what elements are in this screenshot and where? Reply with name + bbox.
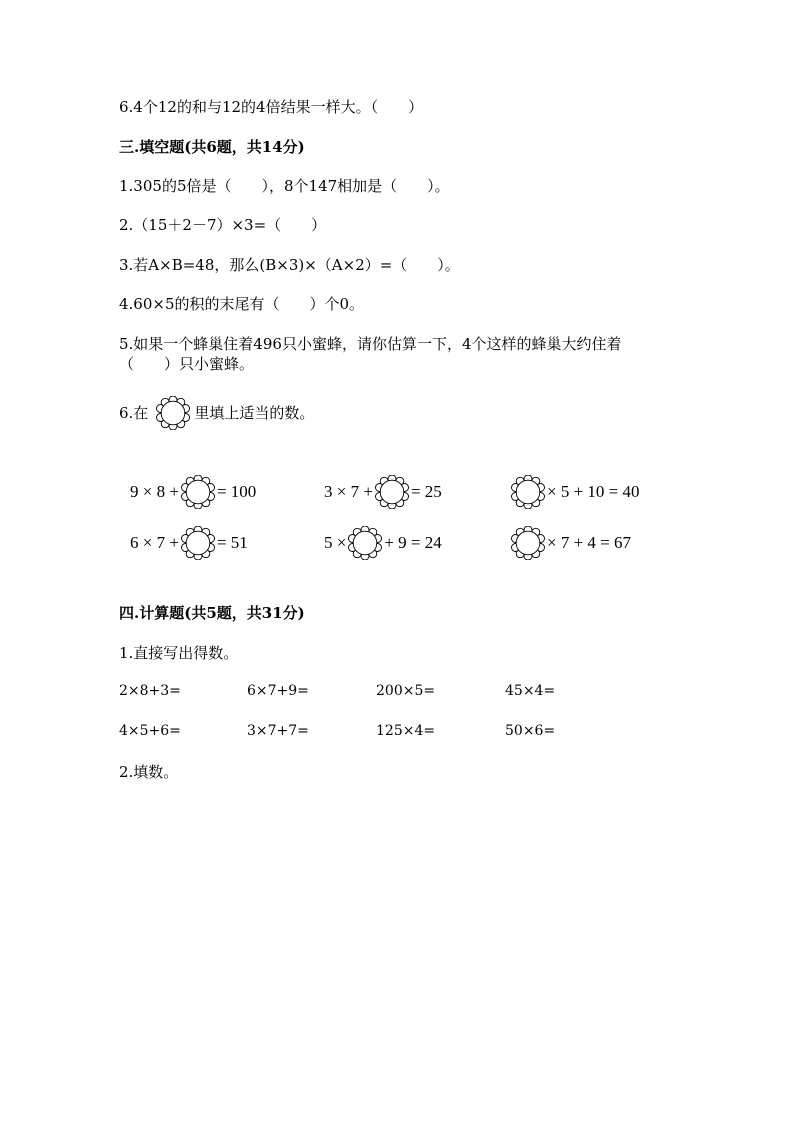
calc-item: 45×4= xyxy=(505,683,556,699)
equation-4-right: = 51 xyxy=(216,533,248,552)
s3-question-4: 4.60×5的积的末尾有（ ）个0。 xyxy=(119,295,365,313)
calc-item: 2×8+3= xyxy=(119,683,181,699)
calc-item: 125×4= xyxy=(376,723,436,739)
s3-question-3: 3.若A×B=48，那么(B×3)×（A×2）=（ ）。 xyxy=(119,256,460,274)
s3-question-6-prefix: 6.在 xyxy=(119,404,149,422)
s3-question-6 xyxy=(119,393,314,433)
s4-question-1: 1.直接写出得数。 xyxy=(119,644,239,662)
prev-item-6: 6.4个12的和与12的4倍结果一样大。（ ） xyxy=(119,98,424,116)
calc-item: 4×5+6= xyxy=(119,723,181,739)
s3-question-6-suffix: 里填上适当的数。 xyxy=(194,404,315,422)
equation-5-right: + 9 = 24 xyxy=(384,533,442,552)
s3-question-1: 1.305的5倍是（ ），8个147相加是（ ）。 xyxy=(119,177,450,195)
equation-6-right: × 7 + 4 = 67 xyxy=(547,533,632,552)
equation-6 xyxy=(509,523,631,563)
calc-item: 6×7+9= xyxy=(247,683,309,699)
equation-4-left: 6 × 7 + xyxy=(130,533,179,552)
section-4-title: 四.计算题(共5题，共31分) xyxy=(119,604,305,622)
equation-3 xyxy=(509,472,640,512)
calc-item: 3×7+7= xyxy=(247,723,309,739)
equation-4 xyxy=(130,523,248,563)
flower-blank-icon[interactable] xyxy=(181,526,215,560)
flower-blank-icon[interactable] xyxy=(348,526,382,560)
flower-blank-icon[interactable] xyxy=(375,475,409,509)
equation-1 xyxy=(130,472,256,512)
equation-5-left: 5 × xyxy=(324,533,347,552)
equation-1-right: = 100 xyxy=(216,482,257,501)
s3-question-5-line2: （ ）只小蜜蜂。 xyxy=(119,355,255,373)
equation-3-right: × 5 + 10 = 40 xyxy=(547,482,640,501)
equation-1-left: 9 × 8 + xyxy=(130,482,179,501)
calc-item: 200×5= xyxy=(376,683,436,699)
s4-question-2: 2.填数。 xyxy=(119,763,179,781)
section-3-title: 三.填空题(共6题，共14分) xyxy=(119,138,305,156)
equation-2-left: 3 × 7 + xyxy=(324,482,373,501)
s3-question-5-line1: 5.如果一个蜂巢住着496只小蜜蜂，请你估算一下，4个这样的蜂巢大约住着 xyxy=(119,335,622,353)
s3-question-2: 2.（15＋2－7）×3=（ ） xyxy=(119,216,327,234)
equation-5 xyxy=(324,523,442,563)
equation-2 xyxy=(324,472,442,512)
calc-item: 50×6= xyxy=(505,723,556,739)
flower-blank-icon[interactable] xyxy=(511,475,545,509)
flower-blank-icon[interactable] xyxy=(181,475,215,509)
flower-blank-icon[interactable] xyxy=(511,526,545,560)
equation-2-right: = 25 xyxy=(410,482,442,501)
flower-blank-icon xyxy=(156,396,190,430)
